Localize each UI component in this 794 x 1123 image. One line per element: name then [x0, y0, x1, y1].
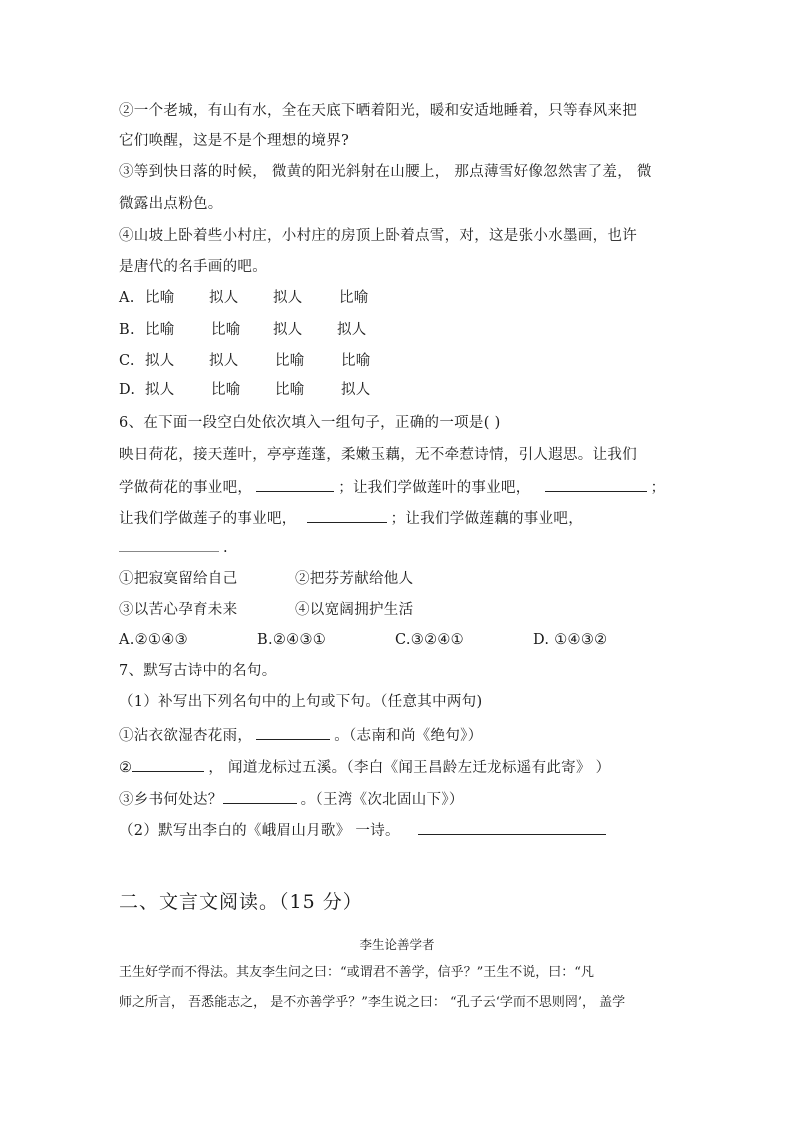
- q7-question: 7、默写古诗中的名句。: [119, 663, 277, 679]
- article-title: 李生论善学者: [359, 937, 435, 952]
- q6-choice: ③以苦心孕育未来: [119, 602, 238, 618]
- passage-text: 让我们学做莲子的事业吧，: [119, 511, 297, 527]
- q6-answer-option[interactable]: B.②④③①: [257, 632, 327, 648]
- q5-option-b: [119, 320, 397, 340]
- q5-item-line: ③等到快日落的时候， 微黄的阳光斜射在山腰上， 那点薄雪好像忽然害了羞， 微: [119, 164, 652, 180]
- option-value: 比喻: [339, 290, 369, 306]
- q6-answer-option[interactable]: D. ①④③②: [533, 632, 608, 648]
- q5-option-a: [119, 288, 399, 308]
- q5-option-d: [119, 380, 401, 400]
- q6-answers-row: [119, 630, 607, 650]
- q6-choices-row: [119, 600, 413, 620]
- option-value: 比喻: [211, 382, 241, 398]
- q6-answer-option[interactable]: A.②①④③: [119, 632, 188, 648]
- option-value: 拟人: [273, 322, 303, 338]
- option-letter: B.: [119, 322, 135, 338]
- passage-text: ；: [650, 480, 666, 496]
- answer-blank[interactable]: [119, 537, 219, 552]
- q5-item-line: ④山坡上卧着些小村庄，小村庄的房顶上卧着点雪，对，这是张小水墨画，也许: [119, 228, 637, 244]
- poem-text: （2）默写出李白的《峨眉山月歌》 一诗。: [119, 823, 400, 839]
- passage-text: ；让我们学做莲藕的事业吧，: [390, 511, 584, 527]
- option-value: 比喻: [341, 353, 371, 369]
- option-value: 拟人: [209, 290, 239, 306]
- q7-line: [119, 789, 464, 810]
- option-value: 拟人: [273, 290, 303, 306]
- q6-passage-line: [119, 537, 228, 558]
- poem-text: ①沾衣欲湿杏花雨，: [119, 728, 253, 744]
- answer-blank[interactable]: [545, 477, 647, 492]
- q6-choices-row: [119, 569, 413, 589]
- poem-text: 。（志南和尚《绝句》）: [334, 728, 483, 744]
- answer-blank[interactable]: [132, 757, 204, 772]
- q7-line: [119, 757, 610, 778]
- answer-blank[interactable]: [223, 789, 297, 804]
- article-line: 王生好学而不得法。其友李生问之曰：“或谓君不善学，信乎？”王生不说，曰：“凡: [119, 965, 594, 980]
- article-line: 师之所言， 吾悉能志之， 是不亦善学乎？”李生说之曰： “孔子云‘学而不思则罔’， 盖学: [119, 995, 626, 1010]
- option-letter: D.: [119, 382, 136, 398]
- q6-passage-line: [119, 477, 665, 498]
- option-value: 拟人: [337, 322, 367, 338]
- q5-item-line: ②一个老城，有山有水，全在天底下晒着阳光，暖和安适地睡着，只等春风来把: [119, 103, 637, 119]
- option-value: 拟人: [209, 353, 239, 369]
- option-value: 比喻: [275, 353, 305, 369]
- option-letter: C.: [119, 353, 135, 369]
- q6-passage-line: 映日荷花，接天莲叶，亭亭莲蓬，柔嫩玉藕，无不牵惹诗情，引人遐思。让我们: [119, 447, 637, 463]
- q6-answer-option[interactable]: C.③②④①: [395, 632, 464, 648]
- poem-text: ， 闻道龙标过五溪。（李白《闻王昌龄左迁龙标遥有此寄》 ）: [208, 760, 611, 776]
- q7-sub1: （1）补写出下列名句中的上句或下句。（任意其中两句): [119, 694, 483, 710]
- q6-passage-line: [119, 508, 583, 529]
- answer-blank[interactable]: [418, 820, 606, 835]
- q6-choice: ①把寂寞留给自己: [119, 571, 238, 587]
- answer-blank[interactable]: [307, 508, 387, 523]
- poem-text: ③乡书何处达？: [119, 792, 223, 808]
- passage-text: ；让我们学做莲叶的事业吧，: [338, 480, 531, 496]
- option-value: 比喻: [145, 322, 175, 338]
- answer-blank[interactable]: [256, 477, 334, 492]
- q6-choice: ②把芬芳献给他人: [295, 571, 414, 587]
- option-value: 比喻: [275, 382, 305, 398]
- option-value: 拟人: [341, 382, 371, 398]
- poem-text: 。（王湾《次北固山下》）: [300, 792, 464, 808]
- q6-choice: ④以宽阔拥护生活: [295, 602, 414, 618]
- q6-question: 6、在下面一段空白处依次填入一组句子，正确的一项是( ): [119, 415, 501, 431]
- section-title: 二、文言文阅读。（15 分）: [119, 891, 363, 913]
- q5-item-line: 它们唤醒，这是不是个理想的境界?: [119, 133, 350, 149]
- poem-text: ②: [119, 760, 133, 776]
- option-value: 比喻: [145, 290, 175, 306]
- option-value: 比喻: [211, 322, 241, 338]
- passage-text: 学做荷花的事业吧，: [119, 480, 253, 496]
- passage-text: .: [223, 540, 228, 556]
- q5-item-line: 微露出点粉色。: [119, 196, 223, 212]
- answer-blank[interactable]: [256, 725, 330, 740]
- q5-item-line: 是唐代的名手画的吧。: [119, 259, 267, 275]
- option-value: 拟人: [145, 353, 175, 369]
- q5-option-c: [119, 351, 401, 371]
- option-letter: A.: [119, 290, 135, 306]
- q7-line: [119, 820, 610, 841]
- option-value: 拟人: [145, 382, 175, 398]
- q7-line: [119, 725, 483, 746]
